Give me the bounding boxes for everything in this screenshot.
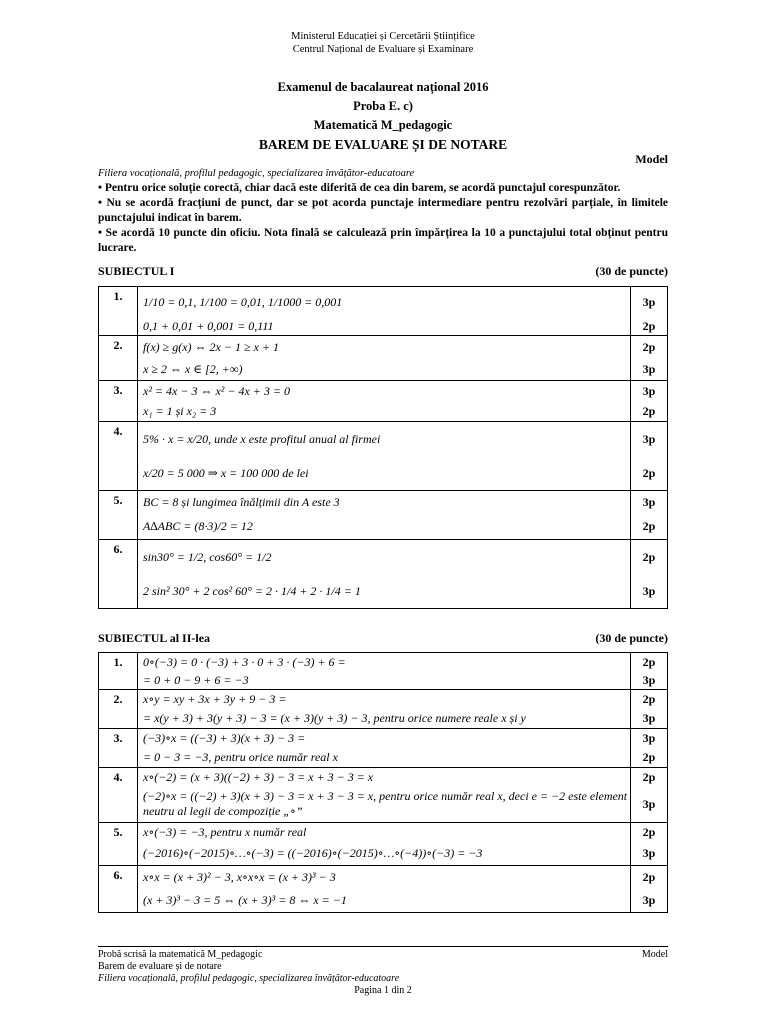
footer-line-3: Filiera vocațională, profilul pedagogic, specializarea învățător-educatoare — [98, 973, 400, 984]
item-number: 1. — [99, 287, 138, 336]
rule-1: • Pentru orice soluție corectă, chiar dacă este diferită de cea din barem, se acordă punctajul corespunzător. — [98, 182, 621, 194]
subiect-1-points: (30 de puncte) — [595, 264, 668, 278]
rule-3: • Se acordă 10 puncte din oficiu. Nota finală se calculează prin împărțirea la 10 a punctajului total obținut pentru lucrare. — [98, 227, 668, 254]
points-cell — [631, 690, 668, 729]
item-number: 3. — [99, 729, 138, 768]
solution-line: x∘(−2) = (x + 3)((−2) + 3) − 3 = x + 3 − 3 = x — [143, 769, 374, 784]
points-value: 2p — [642, 654, 656, 669]
solution-line: 1/10 = 0,1, 1/100 = 0,01, 1/1000 = 0,001 — [143, 294, 343, 309]
solution-line: x ≥ 2 ⇔ x ∈ [2, +∞) — [143, 361, 243, 376]
item-number: 3. — [99, 381, 138, 422]
page-number: Pagina 1 din 2 — [354, 985, 412, 996]
points-value: 2p — [642, 465, 656, 480]
solution-cell — [138, 866, 631, 913]
solution-line: 5% · x = x/20, unde x este profitul anual al firmei — [143, 431, 381, 446]
item-number: 5. — [99, 491, 138, 540]
solution-line: (−2)∘x = ((−2) + 3)(x + 3) − 3 = x + 3 − 3 = x, pentru orice număr real x, deci e = −2 este element neutru al legii de compoziție „∘” — [143, 789, 628, 818]
solution-line: 0,1 + 0,01 + 0,001 = 0,111 — [143, 318, 274, 333]
points-value: 3p — [642, 431, 656, 446]
ministry-name: Ministerul Educației și Cercetării Științifice — [291, 31, 475, 42]
solution-line: (−3)∘x = ((−3) + 3)(x + 3) − 3 = — [143, 730, 306, 745]
solution-line: x∘(−3) = −3, pentru x număr real — [143, 824, 307, 839]
table-row — [99, 729, 668, 768]
solution-cell — [138, 823, 631, 866]
subiect-1-title: SUBIECTUL I — [98, 264, 175, 278]
solution-cell — [138, 768, 631, 823]
model-label: Model — [635, 152, 668, 166]
points-cell — [631, 381, 668, 422]
points-value: 3p — [642, 294, 656, 309]
table-row — [99, 540, 668, 609]
subiect-2-table — [98, 652, 668, 913]
points-value: 3p — [642, 383, 656, 398]
points-value: 3p — [642, 583, 656, 598]
subject-title: Matematică M_pedagogic — [313, 118, 453, 132]
table-row — [99, 287, 668, 336]
item-number: 6. — [99, 540, 138, 609]
document-page — [98, 0, 668, 1024]
points-value: 2p — [642, 403, 656, 418]
points-value: 2p — [642, 749, 656, 764]
item-number: 4. — [99, 768, 138, 823]
points-value: 2p — [642, 869, 656, 884]
points-value: 3p — [642, 892, 656, 907]
solution-cell — [138, 653, 631, 690]
footer-model: Model — [641, 949, 668, 960]
points-cell — [631, 287, 668, 336]
footer-line-2: Barem de evaluare și de notare — [98, 961, 222, 972]
solution-line: (−2016)∘(−2015)∘…∘(−3) = ((−2016)∘(−2015)∘…∘(−4))∘(−3) = −3 — [143, 845, 483, 860]
subiect-2-points: (30 de puncte) — [595, 631, 668, 645]
center-name: Centrul Național de Evaluare și Examinare — [292, 44, 474, 55]
points-cell — [631, 491, 668, 540]
solution-line: A∆ABC = (8·3)/2 = 12 — [143, 518, 253, 533]
solution-line: x∘y = xy + 3x + 3y + 9 − 3 = — [143, 691, 287, 706]
table-row — [99, 866, 668, 913]
subiect-2-title: SUBIECTUL al II-lea — [98, 631, 211, 645]
points-value: 2p — [642, 824, 656, 839]
solution-cell — [138, 491, 631, 540]
table-row — [99, 768, 668, 823]
table-row — [99, 690, 668, 729]
filiera-text: Filiera vocațională, profilul pedagogic, specializarea învățător-educatoare — [98, 168, 415, 179]
title-block — [98, 78, 668, 154]
points-value: 2p — [642, 339, 656, 354]
points-value: 2p — [642, 769, 656, 784]
item-number: 1. — [99, 653, 138, 690]
item-number: 6. — [99, 866, 138, 913]
table-row — [99, 823, 668, 866]
table-row — [99, 491, 668, 540]
points-value: 3p — [642, 494, 656, 509]
points-value: 3p — [642, 672, 656, 687]
item-number: 5. — [99, 823, 138, 866]
intro-block — [98, 166, 668, 256]
points-value: 2p — [642, 518, 656, 533]
solution-cell — [138, 422, 631, 491]
solution-line: x² = 4x − 3 ⇔ x² − 4x + 3 = 0 — [143, 383, 290, 398]
barem-title: BAREM DE EVALUARE ȘI DE NOTARE — [258, 137, 508, 152]
points-cell — [631, 866, 668, 913]
solution-line: x∘x = (x + 3)² − 3, x∘x∘x = (x + 3)³ − 3 — [143, 869, 336, 884]
solution-cell — [138, 540, 631, 609]
solution-line: BC = 8 și lungimea înălțimii din A este 3 — [143, 494, 340, 509]
rule-2: • Nu se acordă fracțiuni de punct, dar se pot acorda punctaje intermediare pentru rezolvări parțiale, în limitele punctajului indicat în barem. — [98, 197, 668, 224]
points-value: 3p — [642, 796, 656, 811]
footer-line-1: Probă scrisă la matematică M_pedagogic — [98, 949, 263, 960]
table-row — [99, 653, 668, 690]
solution-cell — [138, 381, 631, 422]
document-header — [98, 30, 668, 56]
points-value: 2p — [642, 691, 656, 706]
item-number: 2. — [99, 690, 138, 729]
solution-line: x₁ = 1 și x₂ = 3 — [143, 403, 217, 418]
solution-line: = x(y + 3) + 3(y + 3) − 3 = (x + 3)(y + 3) − 3, pentru orice numere reale x și y — [143, 710, 526, 725]
points-cell — [631, 653, 668, 690]
solution-line: = 0 + 0 − 9 + 6 = −3 — [143, 672, 249, 687]
solution-line: x/20 = 5 000 ⇒ x = 100 000 de lei — [143, 465, 309, 480]
solution-cell — [138, 287, 631, 336]
points-cell — [631, 336, 668, 381]
points-value: 3p — [642, 845, 656, 860]
proba-title: Proba E. c) — [353, 99, 413, 113]
solution-line: = 0 − 3 = −3, pentru orice număr real x — [143, 749, 338, 764]
points-value: 3p — [642, 710, 656, 725]
document-footer — [98, 949, 668, 997]
solution-line: sin30° = 1/2, cos60° = 1/2 — [143, 549, 272, 564]
subiect-2-heading — [98, 631, 668, 646]
points-cell — [631, 540, 668, 609]
solution-line: 2 sin² 30° + 2 cos² 60° = 2 · 1/4 + 2 · 1/4 = 1 — [143, 583, 361, 598]
points-cell — [631, 729, 668, 768]
subiect-1-table — [98, 286, 668, 609]
table-row — [99, 422, 668, 491]
points-value: 2p — [642, 318, 656, 333]
subiect-1-heading — [98, 264, 668, 279]
points-cell — [631, 422, 668, 491]
solution-cell — [138, 729, 631, 768]
points-cell — [631, 768, 668, 823]
solution-line: (x + 3)³ − 3 = 5 ⇔ (x + 3)³ = 8 ⇔ x = −1 — [143, 892, 347, 907]
solution-cell — [138, 690, 631, 729]
table-row — [99, 381, 668, 422]
table-row — [99, 336, 668, 381]
solution-cell — [138, 336, 631, 381]
points-value: 3p — [642, 361, 656, 376]
item-number: 2. — [99, 336, 138, 381]
points-cell — [631, 823, 668, 866]
footer-rule — [98, 946, 668, 947]
points-value: 3p — [642, 730, 656, 745]
item-number: 4. — [99, 422, 138, 491]
solution-line: f(x) ≥ g(x) ⇔ 2x − 1 ≥ x + 1 — [143, 339, 279, 354]
exam-title: Examenul de bacalaureat național 2016 — [277, 80, 489, 94]
solution-line: 0∘(−3) = 0 · (−3) + 3 · 0 + 3 · (−3) + 6 = — [143, 654, 346, 669]
points-value: 2p — [642, 549, 656, 564]
